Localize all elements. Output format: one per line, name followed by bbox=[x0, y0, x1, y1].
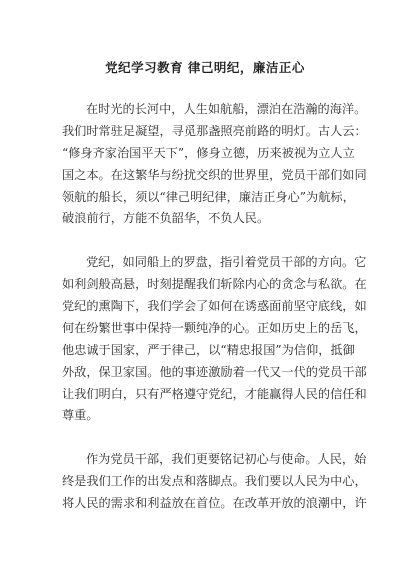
paragraph-line: 将人民的需求和利益放在首位。在改革开放的浪潮中，许 bbox=[62, 496, 367, 511]
paragraph-line: 尊重。 bbox=[62, 408, 99, 423]
paragraph-line: 何在纷繁世事中保持一颗纯净的心。正如历史上的岳飞， bbox=[62, 320, 367, 335]
document-title: 党纪学习教育 律己明纪，廉洁正心 bbox=[105, 60, 305, 75]
paragraph-line: 党纪的熏陶下，我们学会了如何在诱惑面前坚守底线，如 bbox=[62, 299, 367, 314]
paragraph-line: 让我们明白，只有严格遵守党纪，才能赢得人民的信任和 bbox=[62, 386, 367, 401]
document-body bbox=[62, 99, 367, 515]
paragraph-line: 他忠诚于国家，严于律己，以“精忠报国”为信仰，抵御 bbox=[62, 342, 355, 357]
paragraph-line: 作为党员干部，我们更要铭记初心与使命。人民，始 bbox=[86, 452, 367, 467]
paragraph-1 bbox=[62, 99, 367, 230]
paragraph-line: 领航的船长，须以“律己明纪律，廉洁正身心”为航标， bbox=[62, 189, 355, 204]
paragraph-line: “修身齐家治国平天下”，修身立德，历来被视为立人立 bbox=[62, 145, 355, 160]
paragraph-line: 党纪，如同船上的罗盘，指引着党员干部的方向。它 bbox=[86, 255, 367, 270]
paragraph-line: 在时光的长河中，人生如航船，漂泊在浩瀚的海洋。 bbox=[86, 102, 367, 116]
paragraph-2 bbox=[62, 252, 367, 427]
paragraph-spacer bbox=[62, 230, 354, 252]
paragraph-line: 如利剑般高悬，时刻提醒我们斩除内心的贪念与私欲。在 bbox=[62, 277, 367, 292]
paragraph-line: 我们时常驻足凝望，寻觅那盏照亮前路的明灯。古人云： bbox=[62, 123, 367, 138]
paragraph-spacer bbox=[62, 427, 354, 449]
paragraph-line: 终是我们工作的出发点和落脚点。我们要以人民为中心， bbox=[62, 474, 367, 489]
paragraph-3 bbox=[62, 449, 367, 515]
paragraph-line: 外敌，保卫家国。他的事迹激励着一代又一代的党员干部 bbox=[62, 364, 367, 379]
paragraph-line: 破浪前行，方能不负韶华，不负人民。 bbox=[62, 211, 270, 226]
paragraph-line: 国之本。在这繁华与纷扰交织的世界里，党员干部们如同 bbox=[62, 167, 367, 182]
